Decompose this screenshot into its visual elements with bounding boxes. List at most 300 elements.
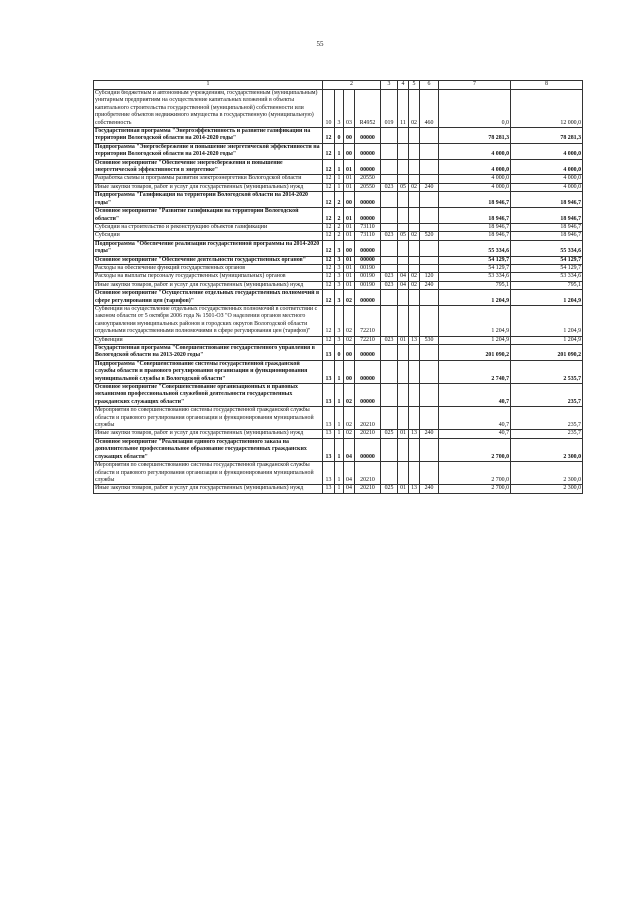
direction-code-cell: 20210	[355, 485, 381, 493]
measure-code-cell: 04	[344, 462, 355, 485]
expense-type-cell: 530	[420, 336, 439, 344]
section-code-cell	[398, 360, 409, 383]
ministry-code-cell	[381, 264, 398, 272]
measure-code-cell: 03	[344, 90, 355, 128]
header-cell: 4	[398, 81, 409, 90]
expense-type-cell	[420, 159, 439, 175]
subsection-code-cell: 13	[409, 336, 420, 344]
direction-code-cell: 00000	[355, 240, 381, 256]
expense-type-cell	[420, 175, 439, 183]
amount-col8-cell: 4 000,0	[511, 159, 583, 175]
subprogram-code-cell: 3	[335, 264, 344, 272]
subsection-code-cell: 13	[409, 485, 420, 493]
table-row	[94, 143, 583, 159]
amount-col8-cell: 2 300,0	[511, 438, 583, 461]
ministry-code-cell: 025	[381, 430, 398, 438]
row-name-cell: Государственная программа "Совершенствование государственного управления в Вологодской области на 2013-2020 годы"	[94, 345, 323, 361]
section-code-cell	[398, 407, 409, 430]
amount-col8-cell: 18 946,7	[511, 223, 583, 231]
amount-col7-cell: 53 334,6	[439, 273, 511, 281]
header-cell: 6	[420, 81, 439, 90]
subprogram-code-cell: 3	[335, 281, 344, 289]
direction-code-cell: 20210	[355, 462, 381, 485]
amount-col8-cell: 4 000,0	[511, 143, 583, 159]
header-cell: 1	[94, 81, 323, 90]
amount-col7-cell: 40,7	[439, 407, 511, 430]
row-name-cell: Основное мероприятие "Обеспечение энергосбережения и повышение энергетической эффективности в энергетике"	[94, 159, 323, 175]
section-code-cell: 01	[398, 336, 409, 344]
subprogram-code-cell: 3	[335, 273, 344, 281]
direction-code-cell: 72210	[355, 305, 381, 336]
expense-type-cell	[420, 462, 439, 485]
program-code-cell: 13	[323, 407, 335, 430]
table-row	[94, 128, 583, 144]
direction-code-cell: 00000	[355, 438, 381, 461]
section-code-cell	[398, 223, 409, 231]
row-name-cell: Иные закупки товаров, работ и услуг для государственных (муниципальных) нужд	[94, 183, 323, 191]
amount-col7-cell: 4 000,0	[439, 183, 511, 191]
table-row	[94, 273, 583, 281]
row-name-cell: Субвенции	[94, 336, 323, 344]
table-row	[94, 438, 583, 461]
ministry-code-cell	[381, 305, 398, 336]
subsection-code-cell: 02	[409, 273, 420, 281]
subprogram-code-cell: 1	[335, 462, 344, 485]
section-code-cell	[398, 345, 409, 361]
subsection-code-cell	[409, 407, 420, 430]
amount-col8-cell: 235,7	[511, 430, 583, 438]
amount-col7-cell: 4 000,0	[439, 143, 511, 159]
expense-type-cell: 120	[420, 273, 439, 281]
amount-col8-cell: 12 000,0	[511, 90, 583, 128]
subsection-code-cell	[409, 438, 420, 461]
subprogram-code-cell: 1	[335, 384, 344, 407]
expense-type-cell	[420, 305, 439, 336]
direction-code-cell: 00000	[355, 290, 381, 306]
subsection-code-cell	[409, 128, 420, 144]
measure-code-cell: 02	[344, 290, 355, 306]
subsection-code-cell	[409, 208, 420, 224]
row-name-cell: Основное мероприятие "Реализация единого государственного заказа на дополнительное профессиональное образование государственных гражданских служащих области"	[94, 438, 323, 461]
measure-code-cell: 02	[344, 305, 355, 336]
subprogram-code-cell: 3	[335, 336, 344, 344]
amount-col8-cell: 2 300,0	[511, 462, 583, 485]
measure-code-cell: 01	[344, 264, 355, 272]
table-row	[94, 232, 583, 240]
measure-code-cell: 01	[344, 273, 355, 281]
direction-code-cell: 00190	[355, 281, 381, 289]
amount-col8-cell: 55 334,6	[511, 240, 583, 256]
amount-col8-cell: 18 946,7	[511, 208, 583, 224]
direction-code-cell: 00000	[355, 360, 381, 383]
expense-type-cell: 240	[420, 183, 439, 191]
budget-table-body	[94, 81, 583, 494]
subsection-code-cell	[409, 360, 420, 383]
direction-code-cell: 20550	[355, 175, 381, 183]
row-name-cell: Иные закупки товаров, работ и услуг для государственных (муниципальных) нужд	[94, 430, 323, 438]
table-row	[94, 183, 583, 191]
amount-col8-cell: 201 090,2	[511, 345, 583, 361]
section-code-cell	[398, 240, 409, 256]
ministry-code-cell: 023	[381, 281, 398, 289]
program-code-cell: 13	[323, 430, 335, 438]
amount-col7-cell: 18 946,7	[439, 232, 511, 240]
row-name-cell: Расходы на обеспечение функций государственных органов	[94, 264, 323, 272]
subsection-code-cell	[409, 192, 420, 208]
expense-type-cell: 240	[420, 430, 439, 438]
header-cell: 2	[323, 81, 381, 90]
program-code-cell: 12	[323, 159, 335, 175]
table-row	[94, 240, 583, 256]
amount-col8-cell: 4 000,0	[511, 183, 583, 191]
expense-type-cell: 240	[420, 485, 439, 493]
amount-col8-cell: 18 946,7	[511, 232, 583, 240]
direction-code-cell: 20210	[355, 430, 381, 438]
budget-table	[93, 80, 583, 494]
expense-type-cell	[420, 223, 439, 231]
program-code-cell: 13	[323, 384, 335, 407]
measure-code-cell: 00	[344, 360, 355, 383]
table-row	[94, 360, 583, 383]
program-code-cell: 12	[323, 175, 335, 183]
section-code-cell	[398, 264, 409, 272]
table-row	[94, 345, 583, 361]
row-name-cell: Подпрограмма "Обеспечение реализации государственной программы на 2014-2020 годы"	[94, 240, 323, 256]
subprogram-code-cell: 1	[335, 143, 344, 159]
amount-col8-cell: 4 000,0	[511, 175, 583, 183]
amount-col7-cell: 18 946,7	[439, 223, 511, 231]
expense-type-cell	[420, 290, 439, 306]
amount-col7-cell: 54 129,7	[439, 264, 511, 272]
expense-type-cell	[420, 240, 439, 256]
subprogram-code-cell: 1	[335, 485, 344, 493]
section-code-cell	[398, 208, 409, 224]
row-name-cell: Подпрограмма "Совершенствование системы государственной гражданской службы области и правового регулирования организации и функционирования муниципальной службы в Вологодской области"	[94, 360, 323, 383]
amount-col8-cell: 78 281,3	[511, 128, 583, 144]
amount-col7-cell: 55 334,6	[439, 240, 511, 256]
ministry-code-cell: 023	[381, 183, 398, 191]
subsection-code-cell: 02	[409, 183, 420, 191]
measure-code-cell: 00	[344, 192, 355, 208]
row-name-cell: Разработка схемы и программы развития электроэнергетики Вологодской области	[94, 175, 323, 183]
amount-col8-cell: 18 946,7	[511, 192, 583, 208]
amount-col7-cell: 4 000,0	[439, 159, 511, 175]
subprogram-code-cell: 3	[335, 256, 344, 264]
expense-type-cell	[420, 384, 439, 407]
expense-type-cell: 520	[420, 232, 439, 240]
table-header-row	[94, 81, 583, 90]
section-code-cell	[398, 290, 409, 306]
section-code-cell	[398, 192, 409, 208]
measure-code-cell: 00	[344, 345, 355, 361]
expense-type-cell	[420, 407, 439, 430]
subprogram-code-cell: 2	[335, 223, 344, 231]
subsection-code-cell	[409, 384, 420, 407]
ministry-code-cell	[381, 438, 398, 461]
subprogram-code-cell: 1	[335, 159, 344, 175]
program-code-cell: 12	[323, 192, 335, 208]
program-code-cell: 13	[323, 360, 335, 383]
table-row	[94, 384, 583, 407]
program-code-cell: 13	[323, 462, 335, 485]
subsection-code-cell	[409, 305, 420, 336]
measure-code-cell: 01	[344, 159, 355, 175]
row-name-cell: Субвенции на осуществление отдельных государственных полномочий в соответствии с законом области от 5 октября 2006 года № 1501-ОЗ "О наделении органов местного самоуправления муниципальных районов и городских округов Вологодской области отдельными государственными полномочиями в сфере регулирования цен (тарифов)"	[94, 305, 323, 336]
amount-col7-cell: 795,1	[439, 281, 511, 289]
direction-code-cell: 00000	[355, 128, 381, 144]
amount-col8-cell: 54 129,7	[511, 264, 583, 272]
amount-col7-cell: 2 700,0	[439, 485, 511, 493]
subprogram-code-cell: 0	[335, 128, 344, 144]
section-code-cell	[398, 128, 409, 144]
row-name-cell: Субсидии на строительство и реконструкцию объектов газификации	[94, 223, 323, 231]
subsection-code-cell: 02	[409, 281, 420, 289]
program-code-cell: 12	[323, 256, 335, 264]
subsection-code-cell	[409, 175, 420, 183]
expense-type-cell	[420, 192, 439, 208]
row-name-cell: Мероприятия по совершенствованию системы государственной гражданской службы области и правового регулирования организации и функционирования муниципальной службы	[94, 462, 323, 485]
subprogram-code-cell: 1	[335, 438, 344, 461]
amount-col7-cell: 40,7	[439, 384, 511, 407]
subprogram-code-cell: 3	[335, 305, 344, 336]
direction-code-cell: 00000	[355, 384, 381, 407]
row-name-cell: Государственная программа "Энергоэффективность и развитие газификации на территории Вологодской области на 2014-2020 годы"	[94, 128, 323, 144]
direction-code-cell: 20550	[355, 183, 381, 191]
row-name-cell: Субсидии бюджетным и автономным учреждениям, государственным (муниципальным) унитарным предприятиям на осуществление капитальных вложений в объекты капитального строительства государственной (муниципальной) собственности или приобретение объектов недвижимого имущества в государственную (муниципальную) собственность	[94, 90, 323, 128]
table-row	[94, 192, 583, 208]
subsection-code-cell	[409, 223, 420, 231]
amount-col7-cell: 1 204,9	[439, 290, 511, 306]
measure-code-cell: 01	[344, 208, 355, 224]
amount-col7-cell: 2 740,7	[439, 360, 511, 383]
measure-code-cell: 00	[344, 143, 355, 159]
table-row	[94, 430, 583, 438]
ministry-code-cell	[381, 208, 398, 224]
measure-code-cell: 01	[344, 281, 355, 289]
measure-code-cell: 00	[344, 128, 355, 144]
direction-code-cell: R4952	[355, 90, 381, 128]
ministry-code-cell: 023	[381, 273, 398, 281]
ministry-code-cell: 023	[381, 232, 398, 240]
measure-code-cell: 02	[344, 384, 355, 407]
amount-col7-cell: 54 129,7	[439, 256, 511, 264]
measure-code-cell: 01	[344, 183, 355, 191]
ministry-code-cell	[381, 159, 398, 175]
amount-col8-cell: 795,1	[511, 281, 583, 289]
ministry-code-cell	[381, 345, 398, 361]
expense-type-cell	[420, 264, 439, 272]
ministry-code-cell: 025	[381, 485, 398, 493]
amount-col8-cell: 235,7	[511, 384, 583, 407]
direction-code-cell: 00000	[355, 192, 381, 208]
amount-col7-cell: 1 204,9	[439, 305, 511, 336]
subsection-code-cell	[409, 256, 420, 264]
ministry-code-cell	[381, 143, 398, 159]
amount-col8-cell: 1 204,9	[511, 336, 583, 344]
subprogram-code-cell: 3	[335, 240, 344, 256]
program-code-cell: 12	[323, 208, 335, 224]
expense-type-cell	[420, 360, 439, 383]
subprogram-code-cell: 0	[335, 345, 344, 361]
row-name-cell: Основное мероприятие "Обеспечение деятельности государственных органов"	[94, 256, 323, 264]
table-row	[94, 281, 583, 289]
row-name-cell: Основное мероприятие "Совершенствование организационных и правовых механизмов профессиональной служебной деятельности государственных гражданских служащих области"	[94, 384, 323, 407]
program-code-cell: 12	[323, 336, 335, 344]
program-code-cell: 12	[323, 305, 335, 336]
table-row	[94, 485, 583, 493]
section-code-cell	[398, 256, 409, 264]
amount-col7-cell: 0,0	[439, 90, 511, 128]
row-name-cell: Подпрограмма "Энергосбережение и повышение энергетической эффективности на территории Вологодской области на 2014-2020 годы"	[94, 143, 323, 159]
measure-code-cell: 01	[344, 232, 355, 240]
direction-code-cell: 00000	[355, 345, 381, 361]
expense-type-cell: 460	[420, 90, 439, 128]
program-code-cell: 10	[323, 90, 335, 128]
section-code-cell	[398, 384, 409, 407]
ministry-code-cell	[381, 407, 398, 430]
table-row	[94, 90, 583, 128]
section-code-cell	[398, 143, 409, 159]
ministry-code-cell	[381, 223, 398, 231]
ministry-code-cell	[381, 462, 398, 485]
subsection-code-cell: 13	[409, 430, 420, 438]
program-code-cell: 12	[323, 232, 335, 240]
program-code-cell: 12	[323, 183, 335, 191]
row-name-cell: Субсидии	[94, 232, 323, 240]
header-cell: 8	[511, 81, 583, 90]
subprogram-code-cell: 1	[335, 183, 344, 191]
amount-col7-cell: 2 700,0	[439, 462, 511, 485]
amount-col7-cell: 18 946,7	[439, 192, 511, 208]
subprogram-code-cell: 1	[335, 407, 344, 430]
section-code-cell: 04	[398, 281, 409, 289]
table-row	[94, 407, 583, 430]
amount-col8-cell: 1 204,9	[511, 290, 583, 306]
measure-code-cell: 00	[344, 240, 355, 256]
ministry-code-cell	[381, 384, 398, 407]
measure-code-cell: 01	[344, 175, 355, 183]
subsection-code-cell: 02	[409, 232, 420, 240]
amount-col8-cell: 2 300,0	[511, 485, 583, 493]
section-code-cell	[398, 462, 409, 485]
program-code-cell: 13	[323, 438, 335, 461]
row-name-cell: Основное мероприятие "Развитие газификации на территории Вологодской области"	[94, 208, 323, 224]
header-cell: 7	[439, 81, 511, 90]
program-code-cell: 13	[323, 345, 335, 361]
amount-col7-cell: 78 281,3	[439, 128, 511, 144]
header-cell: 5	[409, 81, 420, 90]
amount-col8-cell: 53 334,6	[511, 273, 583, 281]
direction-code-cell: 00000	[355, 256, 381, 264]
table-row	[94, 462, 583, 485]
section-code-cell	[398, 438, 409, 461]
subprogram-code-cell: 1	[335, 175, 344, 183]
ministry-code-cell: 023	[381, 336, 398, 344]
row-name-cell: Иные закупки товаров, работ и услуг для государственных (муниципальных) нужд	[94, 281, 323, 289]
ministry-code-cell	[381, 360, 398, 383]
expense-type-cell	[420, 438, 439, 461]
direction-code-cell: 00190	[355, 273, 381, 281]
amount-col8-cell: 2 535,7	[511, 360, 583, 383]
subsection-code-cell	[409, 290, 420, 306]
row-name-cell: Мероприятия по совершенствованию системы государственной гражданской службы области и правового регулирования организации и функционирования муниципальной службы	[94, 407, 323, 430]
program-code-cell: 12	[323, 128, 335, 144]
section-code-cell: 01	[398, 430, 409, 438]
section-code-cell	[398, 305, 409, 336]
subprogram-code-cell: 1	[335, 430, 344, 438]
direction-code-cell: 73110	[355, 232, 381, 240]
expense-type-cell	[420, 345, 439, 361]
subprogram-code-cell: 3	[335, 90, 344, 128]
program-code-cell: 12	[323, 143, 335, 159]
table-row	[94, 305, 583, 336]
measure-code-cell: 01	[344, 256, 355, 264]
direction-code-cell: 20210	[355, 407, 381, 430]
subprogram-code-cell: 2	[335, 192, 344, 208]
table-row	[94, 256, 583, 264]
table-row	[94, 336, 583, 344]
section-code-cell: 05	[398, 183, 409, 191]
measure-code-cell: 02	[344, 336, 355, 344]
measure-code-cell: 01	[344, 223, 355, 231]
subsection-code-cell: 02	[409, 90, 420, 128]
amount-col7-cell: 2 700,0	[439, 438, 511, 461]
subprogram-code-cell: 2	[335, 208, 344, 224]
row-name-cell: Иные закупки товаров, работ и услуг для государственных (муниципальных) нужд	[94, 485, 323, 493]
amount-col8-cell: 54 129,7	[511, 256, 583, 264]
program-code-cell: 12	[323, 240, 335, 256]
table-row	[94, 159, 583, 175]
direction-code-cell: 00190	[355, 264, 381, 272]
page-number: 55	[316, 40, 324, 48]
direction-code-cell: 00000	[355, 143, 381, 159]
table-row	[94, 175, 583, 183]
program-code-cell: 12	[323, 264, 335, 272]
expense-type-cell	[420, 143, 439, 159]
amount-col7-cell: 4 000,0	[439, 175, 511, 183]
table-row	[94, 264, 583, 272]
ministry-code-cell	[381, 240, 398, 256]
measure-code-cell: 04	[344, 485, 355, 493]
expense-type-cell	[420, 256, 439, 264]
table-row	[94, 208, 583, 224]
row-name-cell: Расходы на выплаты персоналу государственных (муниципальных) органов	[94, 273, 323, 281]
measure-code-cell: 02	[344, 430, 355, 438]
direction-code-cell: 73110	[355, 223, 381, 231]
ministry-code-cell	[381, 290, 398, 306]
subprogram-code-cell: 1	[335, 360, 344, 383]
ministry-code-cell: 019	[381, 90, 398, 128]
program-code-cell: 12	[323, 273, 335, 281]
amount-col7-cell: 1 204,9	[439, 336, 511, 344]
section-code-cell	[398, 175, 409, 183]
program-code-cell: 12	[323, 223, 335, 231]
amount-col8-cell: 235,7	[511, 407, 583, 430]
ministry-code-cell	[381, 175, 398, 183]
measure-code-cell: 02	[344, 407, 355, 430]
subsection-code-cell	[409, 240, 420, 256]
ministry-code-cell	[381, 192, 398, 208]
direction-code-cell: 00000	[355, 159, 381, 175]
subsection-code-cell	[409, 345, 420, 361]
row-name-cell: Основное мероприятие "Осуществление отдельных государственных полномочий в сфере регулирования цен (тарифов)"	[94, 290, 323, 306]
section-code-cell: 01	[398, 485, 409, 493]
subsection-code-cell	[409, 143, 420, 159]
row-name-cell: Подпрограмма "Газификация на территории Вологодской области на 2014-2020 годы"	[94, 192, 323, 208]
subsection-code-cell	[409, 462, 420, 485]
subprogram-code-cell: 2	[335, 232, 344, 240]
program-code-cell: 12	[323, 290, 335, 306]
